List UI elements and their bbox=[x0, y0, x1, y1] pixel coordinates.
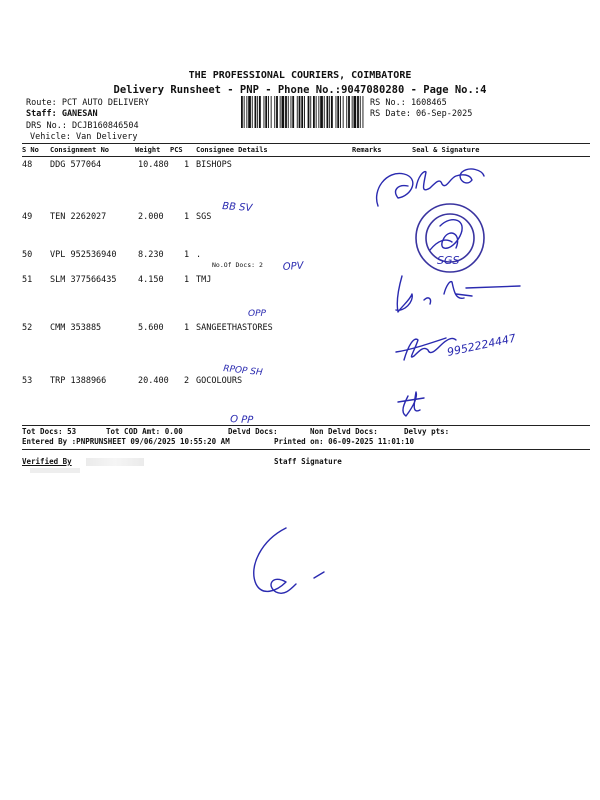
faded-stamp-mark bbox=[86, 458, 144, 466]
phone-handwritten: 9952224447 bbox=[445, 331, 518, 359]
tot-docs: Tot Docs: 53 bbox=[22, 427, 77, 436]
barcode-image bbox=[241, 96, 364, 128]
row-consignee: TMJ bbox=[196, 275, 212, 285]
vehicle-label: Vehicle: Van Delivery bbox=[30, 132, 138, 142]
staff-signature-handwritten bbox=[254, 528, 324, 593]
row-sno: 51 bbox=[22, 275, 33, 285]
col-sno: S No bbox=[22, 146, 39, 154]
signature-row48 bbox=[377, 169, 484, 206]
rs-number: RS No.: 1608465 bbox=[370, 98, 447, 108]
footer-rule bbox=[22, 449, 590, 450]
remark-row51: OPP bbox=[248, 309, 266, 319]
runsheet-subtitle: Delivery Runsheet - PNP - Phone No.:9047080280 - Page No.:4 bbox=[113, 84, 487, 96]
entered-by: Entered By :PNPRUNSHEET 09/06/2025 10:55:20 AM bbox=[22, 437, 230, 446]
signature-row53 bbox=[398, 392, 424, 416]
row-pcs: 1 bbox=[184, 275, 190, 285]
col-remarks: Remarks bbox=[352, 146, 382, 154]
remark-row50: OPV bbox=[282, 260, 304, 273]
row-consignment: VPL 952536940 bbox=[50, 250, 117, 260]
row-consignee: SGS bbox=[196, 212, 212, 222]
staff-label: Staff: GANESAN bbox=[26, 109, 98, 119]
row-sno: 52 bbox=[22, 323, 33, 333]
row-pcs: 1 bbox=[184, 250, 190, 260]
row-weight: 2.000 bbox=[138, 212, 164, 222]
row-pcs: 1 bbox=[184, 160, 190, 170]
row-sno: 48 bbox=[22, 160, 33, 170]
row-consignment: TRP 1388966 bbox=[50, 376, 107, 386]
col-consignee: Consignee Details bbox=[196, 146, 268, 154]
signature-row52 bbox=[396, 338, 456, 360]
row-pcs: 1 bbox=[184, 323, 190, 333]
row-weight: 5.600 bbox=[138, 323, 164, 333]
delivery-points: Delvy pts: bbox=[404, 427, 450, 436]
staff-signature-label: Staff Signature bbox=[274, 457, 342, 466]
col-pcs: PCS bbox=[170, 146, 183, 154]
row-sno: 53 bbox=[22, 376, 33, 386]
signature-row51 bbox=[396, 276, 520, 312]
company-stamp bbox=[416, 204, 484, 272]
tot-cod-amount: Tot COD Amt: 0.00 bbox=[106, 427, 183, 436]
col-consignment: Consignment No bbox=[50, 146, 110, 154]
row-weight: 20.400 bbox=[138, 376, 169, 386]
row-consignee: . bbox=[196, 250, 202, 260]
row-consignee: GOCOLOURS bbox=[196, 376, 243, 386]
faded-stamp-mark bbox=[30, 468, 80, 473]
remark-row52: RPOP SH bbox=[222, 364, 264, 379]
row-weight: 4.150 bbox=[138, 275, 164, 285]
company-title: THE PROFESSIONAL COURIERS, COIMBATORE bbox=[188, 70, 412, 81]
docs-count-note: No.Of Docs: 2 bbox=[212, 261, 263, 269]
rs-date: RS Date: 06-Sep-2025 bbox=[370, 109, 473, 119]
table-header-rule bbox=[22, 156, 590, 157]
drs-number: DRS No.: DCJB160846504 bbox=[26, 121, 139, 131]
col-seal-signature: Seal & Signature bbox=[412, 146, 480, 154]
non-delivered-docs: Non Delvd Docs: bbox=[310, 427, 378, 436]
stamp-text: SGS bbox=[437, 254, 460, 267]
row-pcs: 1 bbox=[184, 212, 190, 222]
remark-row49: BB SV bbox=[221, 201, 253, 215]
totals-rule bbox=[22, 425, 590, 426]
row-consignee: BISHOPS bbox=[196, 160, 232, 170]
printed-on: Printed on: 06-09-2025 11:01:10 bbox=[274, 437, 414, 446]
row-pcs: 2 bbox=[184, 376, 190, 386]
delivered-docs: Delvd Docs: bbox=[228, 427, 278, 436]
row-consignment: CMM 353885 bbox=[50, 323, 102, 333]
col-weight: Weight bbox=[135, 146, 161, 154]
row-weight: 8.230 bbox=[138, 250, 164, 260]
row-sno: 50 bbox=[22, 250, 33, 260]
verified-by: Verified By bbox=[22, 457, 72, 466]
row-sno: 49 bbox=[22, 212, 33, 222]
remark-row53: O PP bbox=[229, 414, 254, 427]
table-top-rule bbox=[22, 143, 590, 144]
row-consignment: SLM 377566435 bbox=[50, 275, 117, 285]
row-weight: 10.480 bbox=[138, 160, 169, 170]
row-consignee: SANGEETHASTORES bbox=[196, 323, 273, 333]
row-consignment: TEN 2262027 bbox=[50, 212, 107, 222]
row-consignment: DDG 577064 bbox=[50, 160, 102, 170]
route-label: Route: PCT AUTO DELIVERY bbox=[26, 98, 149, 108]
